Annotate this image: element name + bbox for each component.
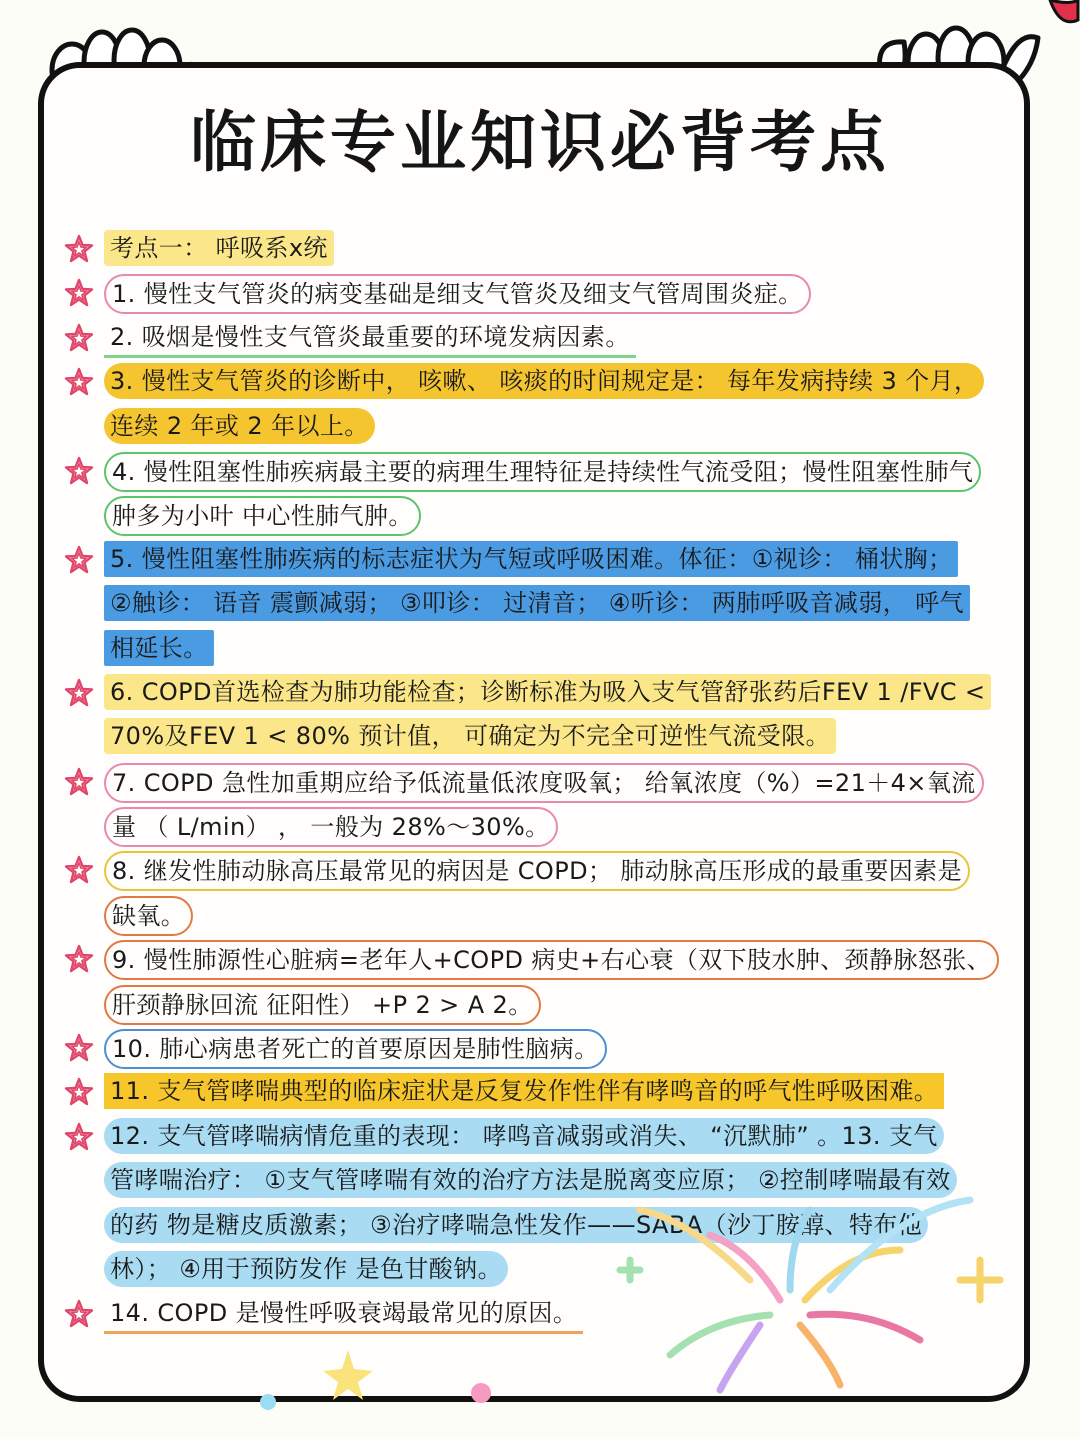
- star-bullet-icon: [64, 367, 94, 397]
- list-item-text: 12. 支气管哮喘病情危重的表现： 哮鸣音减弱或消失、 “沉默肺” 。13. 支气: [104, 1118, 944, 1154]
- list-item: [64, 404, 1039, 448]
- star-bullet-icon: [64, 234, 94, 264]
- star-bullet-icon: [64, 767, 94, 797]
- list-item-text: 肝颈静脉回流 征阳性） +P 2 > A 2。: [104, 985, 541, 1025]
- list-item-text: 10. 肺心病患者死亡的首要原因是肺性脑病。: [104, 1029, 607, 1069]
- list-item-text: 11. 支气管哮喘典型的临床症状是反复发作性伴有哮鸣音的呼气性呼吸困难。: [104, 1073, 944, 1109]
- list-item-text: 的药 物是糖皮质激素； ③治疗哮喘急性发作——SABA（沙丁胺醇、特布他: [104, 1207, 928, 1243]
- list-item: [64, 892, 1039, 936]
- list-item-text: 9. 慢性肺源性心脏病=老年人+COPD 病史+右心衰（双下肢水肿、颈静脉怒张、: [104, 940, 999, 980]
- page-title: 临床专业知识必背考点: [168, 98, 912, 188]
- list-item: [64, 936, 1039, 980]
- list-item-text: 林）； ④用于预防发作 是色甘酸钠。: [104, 1251, 508, 1287]
- star-bullet-icon: [64, 1299, 94, 1329]
- list-item-text: 缺氧。: [104, 896, 193, 936]
- list-item: [64, 1069, 1039, 1113]
- list-item-text: 8. 继发性肺动脉高压最常见的病因是 COPD； 肺动脉高压形成的最重要因素是: [104, 851, 970, 891]
- list-item: [64, 226, 1039, 270]
- star-bullet-icon: [64, 1033, 94, 1063]
- star-bullet-icon: [64, 545, 94, 575]
- list-item: [64, 492, 1039, 536]
- star-sparkle-icon: [318, 1345, 378, 1405]
- star-bullet-icon: [64, 1122, 94, 1152]
- list-item-text: 7. COPD 急性加重期应给予低流量低浓度吸氧； 给氧浓度（%）=21＋4×氧流: [104, 763, 984, 803]
- heart-icon: [1040, 0, 1080, 30]
- list-item-text: 连续 2 年或 2 年以上。: [104, 408, 375, 444]
- star-bullet-icon: [64, 678, 94, 708]
- list-item-text: 14. COPD 是慢性呼吸衰竭最常见的原因。: [104, 1295, 583, 1334]
- list-item-text: 考点一： 呼吸系x统: [104, 230, 334, 266]
- sparkle-dot-icon: [256, 1390, 280, 1414]
- sparkle-dot-icon: [466, 1378, 496, 1408]
- star-bullet-icon: [64, 1077, 94, 1107]
- list-item: [64, 759, 1039, 803]
- list-item: [64, 670, 1039, 714]
- list-item: [64, 626, 1039, 670]
- list-item-text: 1. 慢性支气管炎的病变基础是细支气管炎及细支气管周围炎症。: [104, 274, 811, 314]
- list-item: [64, 537, 1039, 581]
- star-bullet-icon: [64, 855, 94, 885]
- list-item-text: 量 （ L/min） ， 一般为 28%～30%。: [104, 807, 558, 847]
- list-item-text: 管哮喘治疗： ①支气管哮喘有效的治疗方法是脱离变应原； ②控制哮喘最有效: [104, 1162, 957, 1198]
- firework-decoration-icon: [600, 1140, 1040, 1400]
- list-item: [64, 847, 1039, 891]
- list-item-text: 2. 吸烟是慢性支气管炎最重要的环境发病因素。: [104, 319, 636, 358]
- list-item-text: 4. 慢性阻塞性肺疾病最主要的病理生理特征是持续性气流受阻；慢性阻塞性肺气: [104, 452, 981, 492]
- list-item: [64, 359, 1039, 403]
- list-item-text: 6. COPD首选检查为肺功能检查；诊断标准为吸入支气管舒张药后FEV 1 /FVC <: [104, 674, 991, 710]
- list-item-text: 肿多为小叶 中心性肺气肿。: [104, 496, 421, 536]
- list-item: [64, 448, 1039, 492]
- star-bullet-icon: [64, 323, 94, 353]
- list-item: [64, 803, 1039, 847]
- list-item: [64, 315, 1039, 359]
- list-item-text: 相延长。: [104, 630, 214, 666]
- list-item-text: 3. 慢性支气管炎的诊断中， 咳嗽、 咳痰的时间规定是： 每年发病持续 3 个月，: [104, 363, 984, 399]
- list-item-text: 5. 慢性阻塞性肺疾病的标志症状为气短或呼吸困难。体征：①视诊： 桶状胸；: [104, 541, 958, 577]
- star-bullet-icon: [64, 278, 94, 308]
- star-bullet-icon: [64, 456, 94, 486]
- list-item: [64, 581, 1039, 625]
- star-bullet-icon: [64, 944, 94, 974]
- list-item: [64, 270, 1039, 314]
- list-item: [64, 714, 1039, 758]
- list-item-text: 70%及FEV 1 < 80% 预计值， 可确定为不完全可逆性气流受限。: [104, 718, 836, 754]
- list-item: [64, 1025, 1039, 1069]
- list-item-text: ②触诊： 语音 震颤减弱； ③叩诊： 过清音； ④听诊： 两肺呼吸音减弱， 呼气: [104, 585, 970, 621]
- list-item: [64, 981, 1039, 1025]
